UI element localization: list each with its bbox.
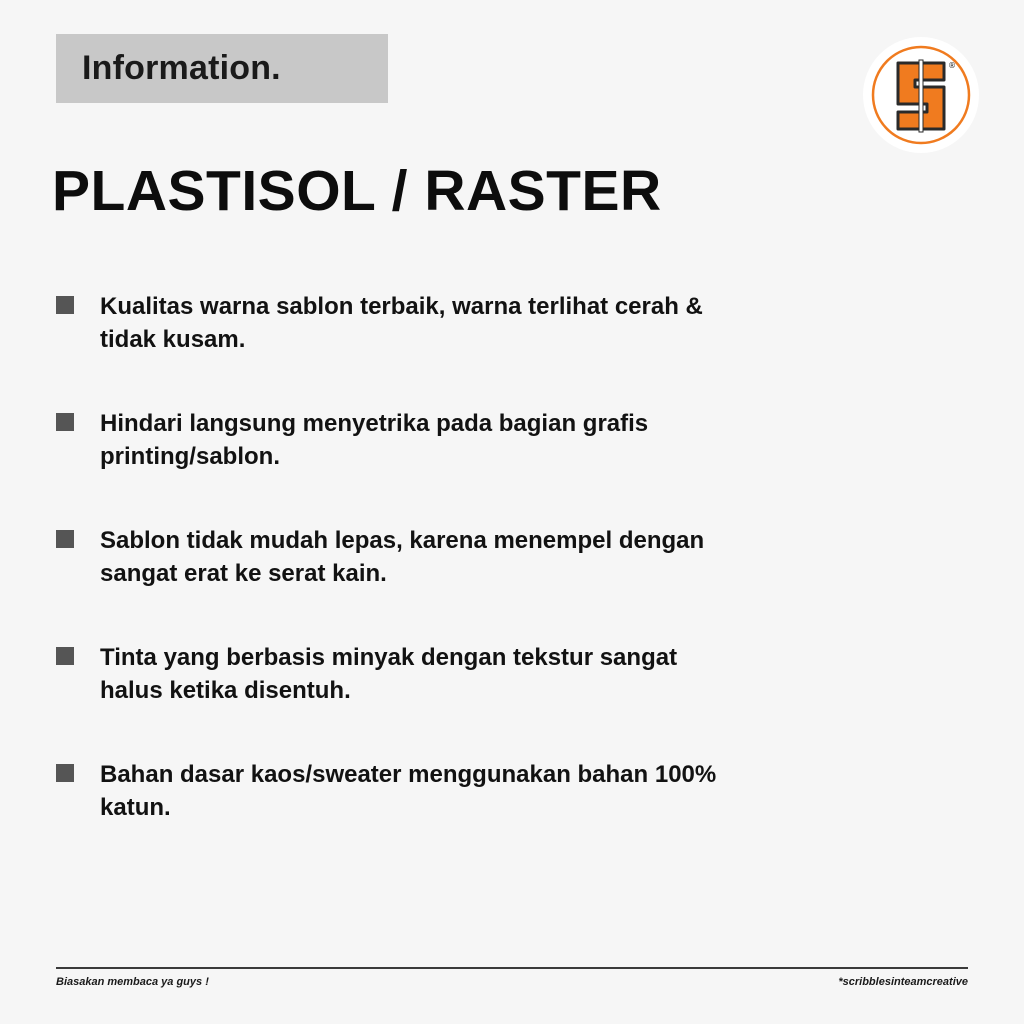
list-item-text: Bahan dasar kaos/sweater menggunakan bahan 100% katun. bbox=[100, 761, 717, 821]
footer-divider bbox=[56, 967, 968, 969]
info-list bbox=[56, 290, 756, 875]
list-item bbox=[56, 758, 756, 875]
list-item-text: Hindari langsung menyetrika pada bagian grafis printing/sablon. bbox=[100, 410, 649, 470]
information-tag-label: Information. bbox=[82, 49, 281, 87]
list-item bbox=[56, 524, 756, 641]
square-bullet-icon bbox=[56, 764, 74, 782]
square-bullet-icon bbox=[56, 413, 74, 431]
square-bullet-icon bbox=[56, 647, 74, 665]
list-item bbox=[56, 407, 756, 524]
list-item-text: Kualitas warna sablon terbaik, warna terlihat cerah & tidak kusam. bbox=[100, 293, 703, 353]
information-tag bbox=[56, 34, 388, 103]
square-bullet-icon bbox=[56, 530, 74, 548]
page-title: PLASTISOL / RASTER bbox=[52, 159, 662, 223]
footer-credit: *scribblesinteamcreative bbox=[838, 976, 968, 988]
list-item-text: Tinta yang berbasis minyak dengan tekstur sangat halus ketika disentuh. bbox=[100, 644, 678, 704]
scribbles-s-logo-icon bbox=[862, 36, 980, 154]
list-item-text: Sablon tidak mudah lepas, karena menempel dengan sangat erat ke serat kain. bbox=[100, 527, 705, 587]
list-item bbox=[56, 641, 756, 758]
brand-logo bbox=[862, 36, 980, 154]
list-item bbox=[56, 290, 756, 407]
footer-note: Biasakan membaca ya guys ! bbox=[56, 976, 209, 988]
registered-mark: ® bbox=[948, 61, 956, 70]
square-bullet-icon bbox=[56, 296, 74, 314]
